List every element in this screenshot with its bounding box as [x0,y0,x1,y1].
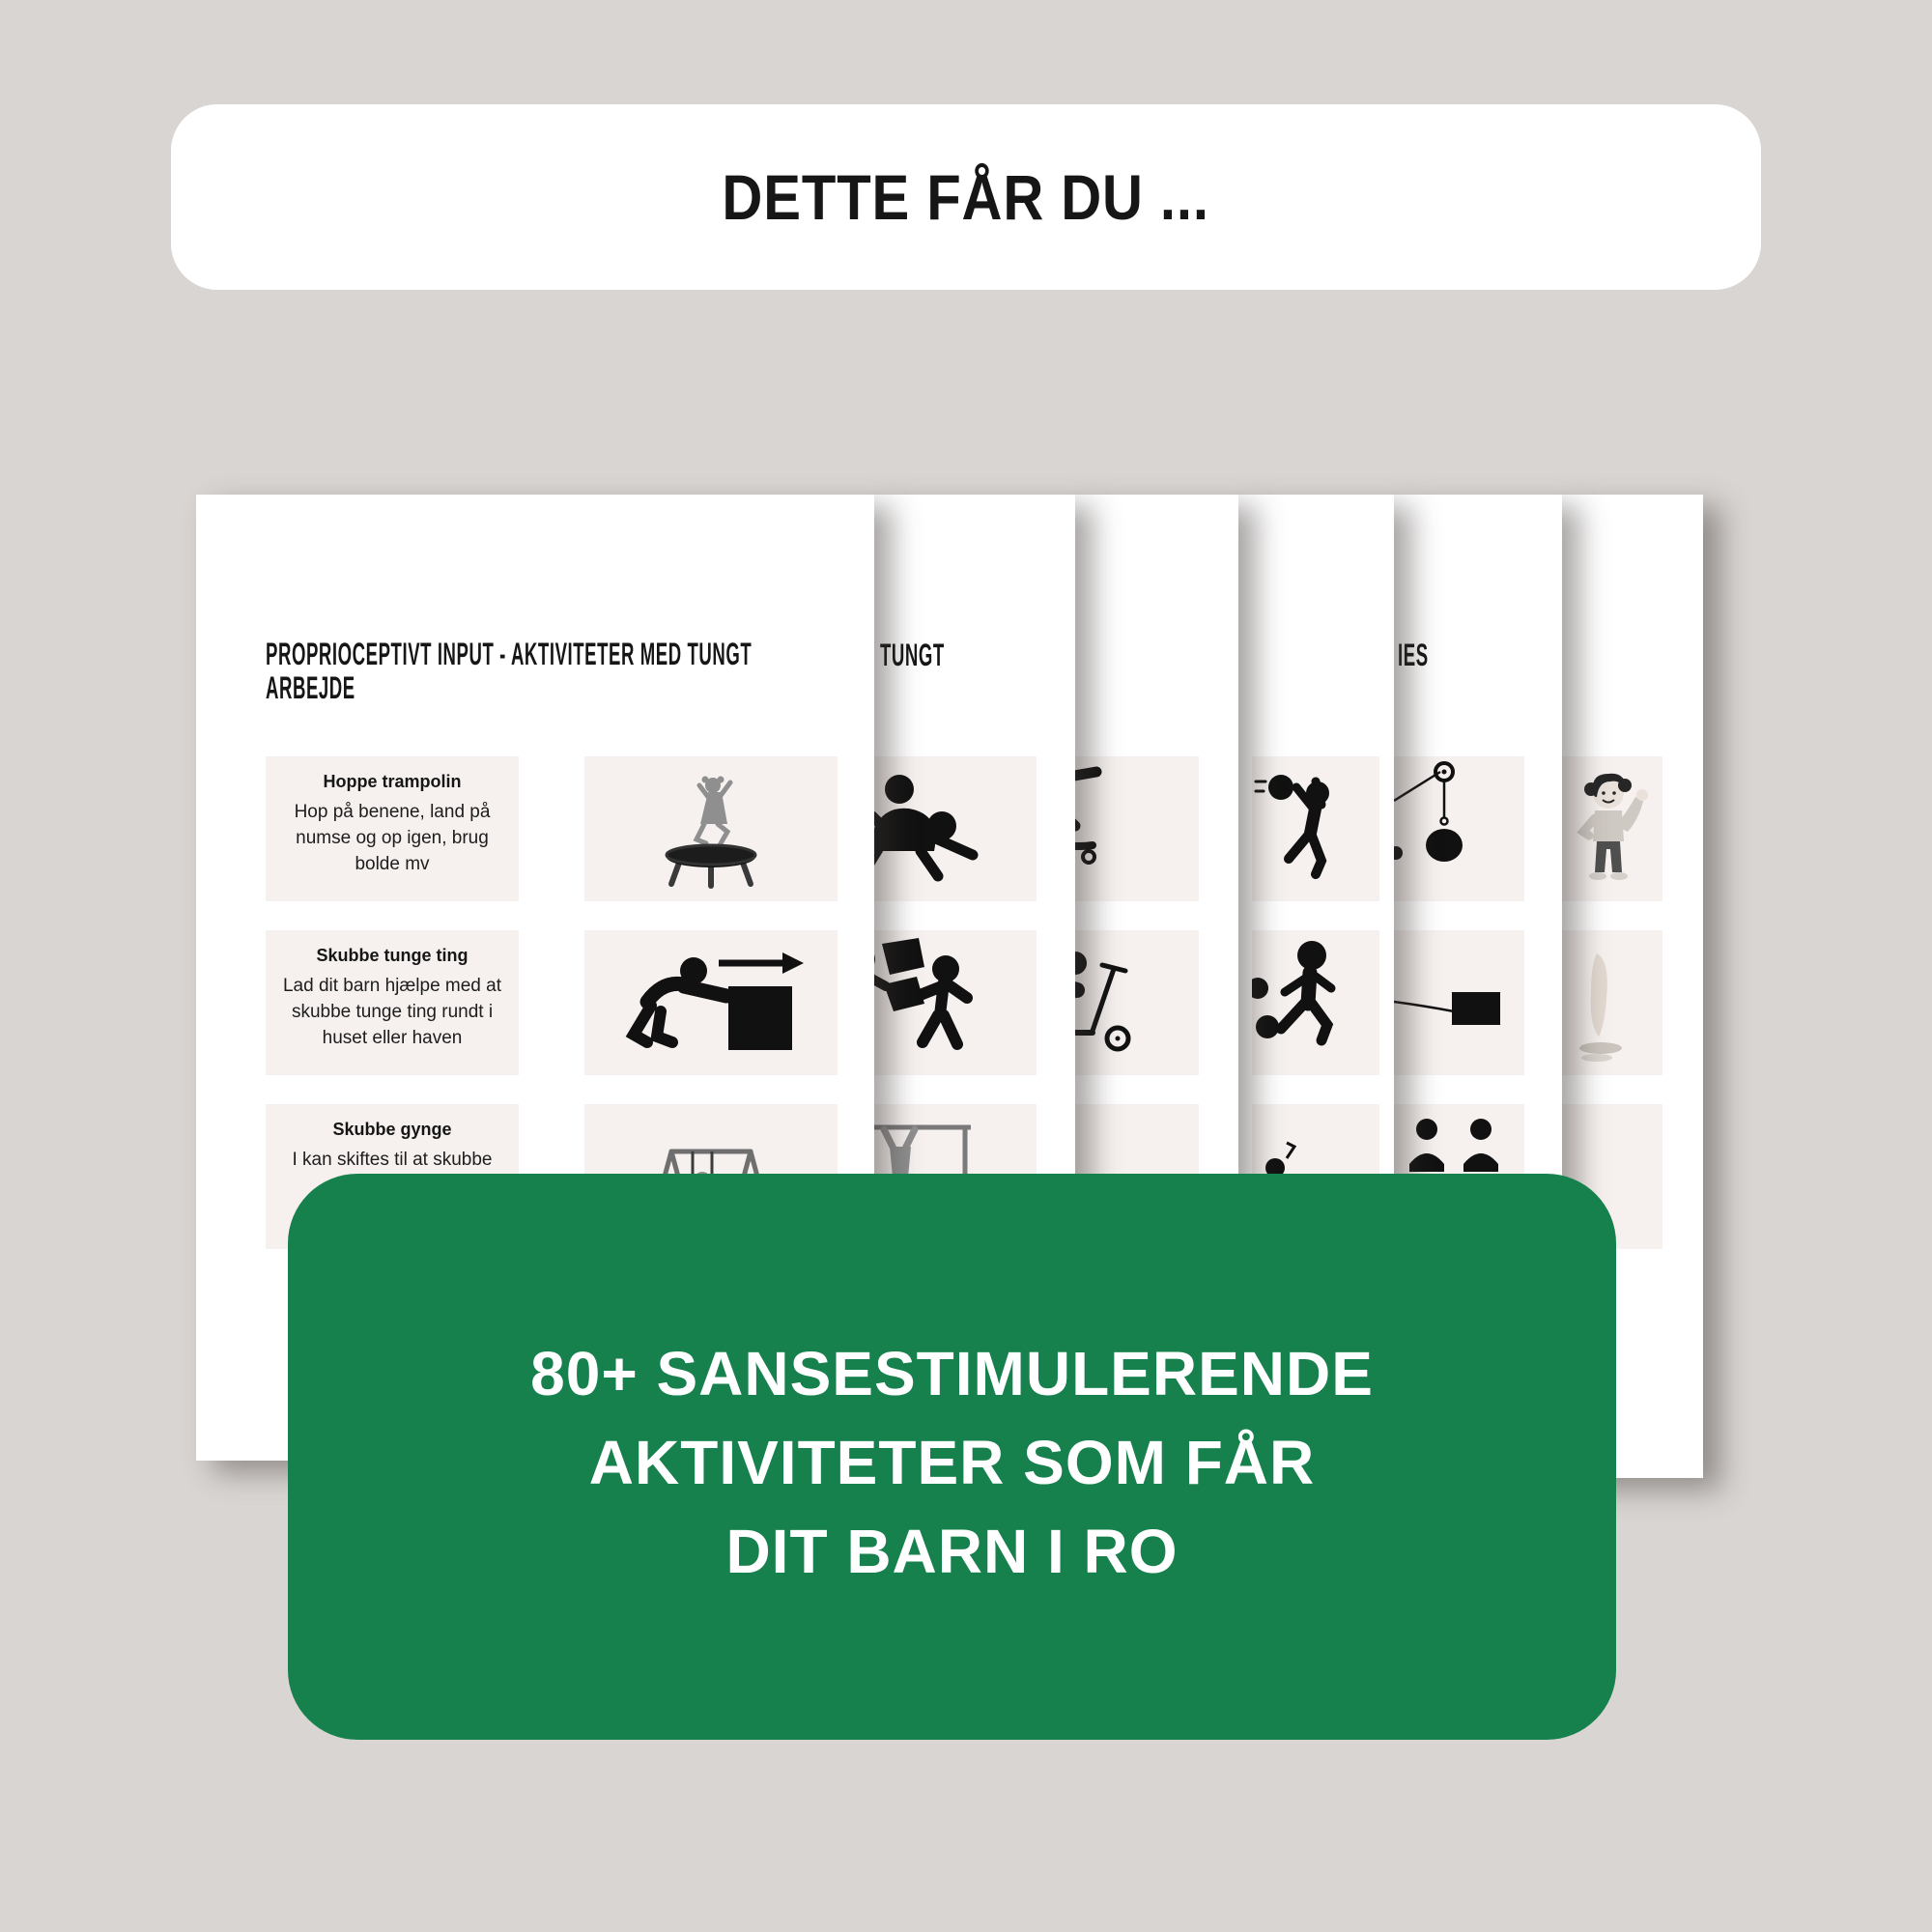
activity-description: Hop på benene, land på numse og op igen, brug bolde mv [294,802,491,874]
activity-icon-tile [874,756,1037,901]
activity-text-tile [266,756,519,901]
heading-fragment: IES [1398,638,1429,672]
banner-text-block [530,1329,1374,1596]
activity-icon-tile [584,930,838,1075]
activity-text-tile [266,930,519,1075]
activity-description: I kan skiftes til at skubbe [292,1150,493,1170]
header-pill [171,104,1761,290]
activity-description: Lad dit barn hjælpe med at skubbe tunge ting rundt i huset eller haven [282,976,502,1048]
throw-ball-icon [1254,766,1370,901]
activity-title: Hoppe trampolin [323,772,462,791]
benefit-banner [288,1174,1616,1740]
banner-line-1: 80+ SANSESTIMULERENDE [530,1339,1374,1408]
activity-icon-tile [1075,930,1199,1075]
pulley-ball-icon [1394,758,1510,894]
activity-icon-tile [1562,756,1662,901]
skateboard-icon [1075,766,1162,901]
pull-rope-box-icon [1394,946,1510,1075]
push-heavy-box-icon [614,942,808,1064]
wrestling-icon [874,762,1004,897]
activity-icon-tile [1562,930,1662,1075]
waving-child-icon [1572,768,1659,894]
activity-icon-tile [1252,756,1379,901]
walk-dribble-icon [1252,934,1368,1069]
heading-fragment: TUNGT [880,638,945,672]
banner-line-2: AKTIVITETER SOM FÅR [588,1428,1316,1497]
scooter-icon [1075,936,1168,1071]
activity-icon-tile [1394,756,1524,901]
activity-title: Skubbe tunge ting [316,946,469,965]
trampoline-icon [619,768,803,890]
activity-icon-tile [584,756,838,901]
faded-figure-icon [1568,944,1655,1075]
pillow-fight-icon [874,934,1009,1069]
partial-figure-icon [1254,1112,1360,1181]
activity-icon-tile [1394,930,1524,1075]
activity-icon-tile [1252,930,1379,1075]
activity-icon-tile [1075,756,1199,901]
banner-line-3: DIT BARN I RO [725,1517,1179,1586]
page-title: DETTE FÅR DU ... [722,161,1210,233]
worksheet-heading: PROPRIOCEPTIVT INPUT - AKTIVITETER MED TUNGT ARBEJDE [266,637,753,705]
activity-icon-tile [874,930,1037,1075]
activity-title: Skubbe gynge [332,1120,452,1139]
